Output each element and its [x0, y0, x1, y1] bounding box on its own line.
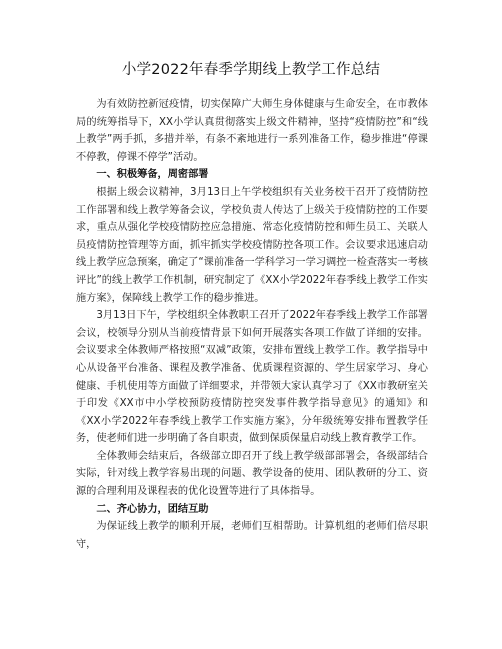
section-heading-1: 一、积极筹备，周密部署	[96, 169, 209, 181]
section1-paragraph-2: 3月13日下午，学校组织全体教职工召开了2022年春季线上教学工作部署会议，校领导分别从当前疫情背景下如何开展落实各项工作做了详细的安排。会议要求全体教师严格按照“双减”政策，安排布置线上教学工作。教学指导中心从设备平台准备、课程及教学准备、优质课程资源的、学生居家学习、身心健康、手机使用等方面做了详细要求，并带领大家认真学习了《XX市教研室关于印发《XX市中小学校预防疫情防控突发事件教学指导意见》的通知》和《XX小学2022年春季线上教学工作实施方案》，分年级统筹安排布置教学任务，使老师们进一步明确了各自职责，做到保质保量启动线上教育教学工作。	[76, 310, 428, 445]
section2-paragraph-1: 为保证线上教学的顺利开展，老师们互相帮助。计算机组的老师们倍尽职守，	[76, 521, 428, 550]
page-title: 小学2022年春季学期线上教学工作总结	[121, 62, 381, 78]
section1-paragraph-1: 根据上级会议精神，3月13日上午学校组织有关业务校干召开了疫情防控工作部署和线上教学筹备会议，学校负责人传达了上级关于疫情防控的工作要求，重点从强化学校疫情防控应急措施、常态化疫情防控和师生员工、关联人员疫情防控管理等方面，抓牢抓实学校疫情防控各项工作。会议要求迅速启动线上教学应急预案，确定了“课前准备一学科学习一学习调控一检查落实一考核评比”的线上教学工作机制，研究制定了《XX小学2022年春季线上教学工作实施方案》，保障线上教学工作的稳步推进。	[76, 186, 428, 304]
intro-paragraph: 为有效防控新冠疫情，切实保障广大师生身体健康与生命安全，在市教体局的统筹指导下，XX小学认真贯彻落实上级文件精神，坚持“疫情防控”和“线上教学”两手抓，多措并举，有条不紊地进行一系列准备工作，稳步推进“停课不停教，停课不停学”活动。	[76, 99, 428, 163]
document-body	[76, 96, 428, 553]
section-heading-2: 二、齐心协力，团结互助	[96, 503, 209, 515]
section1-paragraph-3: 全体教师会结束后，各级部立即召开了线上教学级部部署会，各级部结合实际，针对线上教学容易出现的问题、教学设备的使用、团队教研的分工、资源的合理利用及课程表的优化设置等进行了具体指导。	[76, 450, 428, 498]
